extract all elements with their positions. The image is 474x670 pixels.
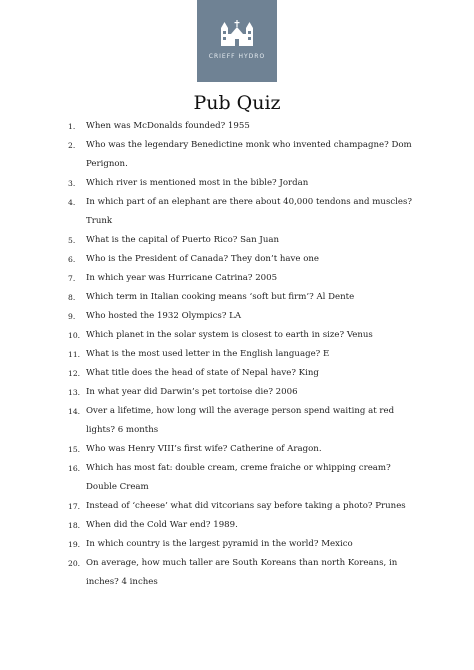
question-item <box>58 193 414 231</box>
question-number: 10. <box>68 331 81 340</box>
question-item <box>58 288 414 307</box>
question-text: Who was Henry VIII’s first wife? Catherine of Aragon. <box>86 444 322 454</box>
question-item <box>58 364 414 383</box>
question-text: What title does the head of state of Nepal have? King <box>86 368 319 378</box>
question-number: 8. <box>68 293 76 302</box>
question-text: Which has most fat: double cream, creme fraiche or whipping cream? Double Cream <box>86 463 391 492</box>
logo-text: CRIEFF HYDRO <box>208 53 266 60</box>
question-number: 14. <box>68 407 81 416</box>
question-item <box>58 402 414 440</box>
question-item <box>58 383 414 402</box>
crieff-hydro-logo <box>197 0 277 82</box>
question-number: 16. <box>68 464 81 473</box>
question-text: In what year did Darwin’s pet tortoise die? 2006 <box>86 387 298 397</box>
question-number: 7. <box>68 274 76 283</box>
question-text: Who hosted the 1932 Olympics? LA <box>86 311 242 321</box>
question-item <box>58 326 414 345</box>
question-number: 18. <box>68 521 81 530</box>
question-item <box>58 117 414 136</box>
question-item <box>58 174 414 193</box>
question-number: 13. <box>68 388 81 397</box>
question-item <box>58 440 414 459</box>
question-number: 17. <box>68 502 81 511</box>
question-text: Which planet in the solar system is closest to earth in size? Venus <box>86 330 373 340</box>
question-text: What is the most used letter in the English language? E <box>86 349 330 359</box>
question-item <box>58 535 414 554</box>
question-item <box>58 307 414 326</box>
question-number: 5. <box>68 236 76 245</box>
question-number: 11. <box>68 350 81 359</box>
question-list <box>58 117 414 592</box>
question-number: 20. <box>68 559 81 568</box>
question-text: Instead of ‘cheese’ what did vitcorians say before taking a photo? Prunes <box>86 501 406 511</box>
question-text: Which river is mentioned most in the bible? Jordan <box>86 178 309 188</box>
question-number: 6. <box>68 255 76 264</box>
question-number: 2. <box>68 141 76 150</box>
question-number: 1. <box>68 122 76 131</box>
question-text: When was McDonalds founded? 1955 <box>86 121 250 131</box>
question-text: On average, how much taller are South Koreans than north Koreans, in inches? 4 inches <box>86 558 398 587</box>
question-item <box>58 345 414 364</box>
question-item <box>58 554 414 592</box>
question-number: 15. <box>68 445 81 454</box>
hotel-building-icon <box>217 18 257 48</box>
question-text: In which part of an elephant are there about 40,000 tendons and muscles? Trunk <box>86 197 413 226</box>
question-item <box>58 231 414 250</box>
question-item <box>58 250 414 269</box>
question-text: Over a lifetime, how long will the average person spend waiting at red lights? 6 months <box>86 406 395 435</box>
question-item <box>58 459 414 497</box>
question-number: 12. <box>68 369 81 378</box>
question-number: 9. <box>68 312 76 321</box>
question-item <box>58 269 414 288</box>
question-number: 4. <box>68 198 76 207</box>
question-text: Who was the legendary Benedictine monk who invented champagne? Dom Perignon. <box>86 140 412 169</box>
page-title: Pub Quiz <box>193 92 281 114</box>
question-item <box>58 136 414 174</box>
question-text: Who is the President of Canada? They don’t have one <box>86 254 320 264</box>
question-text: Which term in Italian cooking means ‘soft but firm’? Al Dente <box>86 292 355 302</box>
question-item <box>58 497 414 516</box>
question-text: In which country is the largest pyramid in the world? Mexico <box>86 539 353 549</box>
question-text: When did the Cold War end? 1989. <box>86 520 238 530</box>
question-text: In which year was Hurricane Catrina? 2005 <box>86 273 278 283</box>
question-number: 19. <box>68 540 81 549</box>
question-text: What is the capital of Puerto Rico? San Juan <box>86 235 280 245</box>
question-number: 3. <box>68 179 76 188</box>
question-item <box>58 516 414 535</box>
